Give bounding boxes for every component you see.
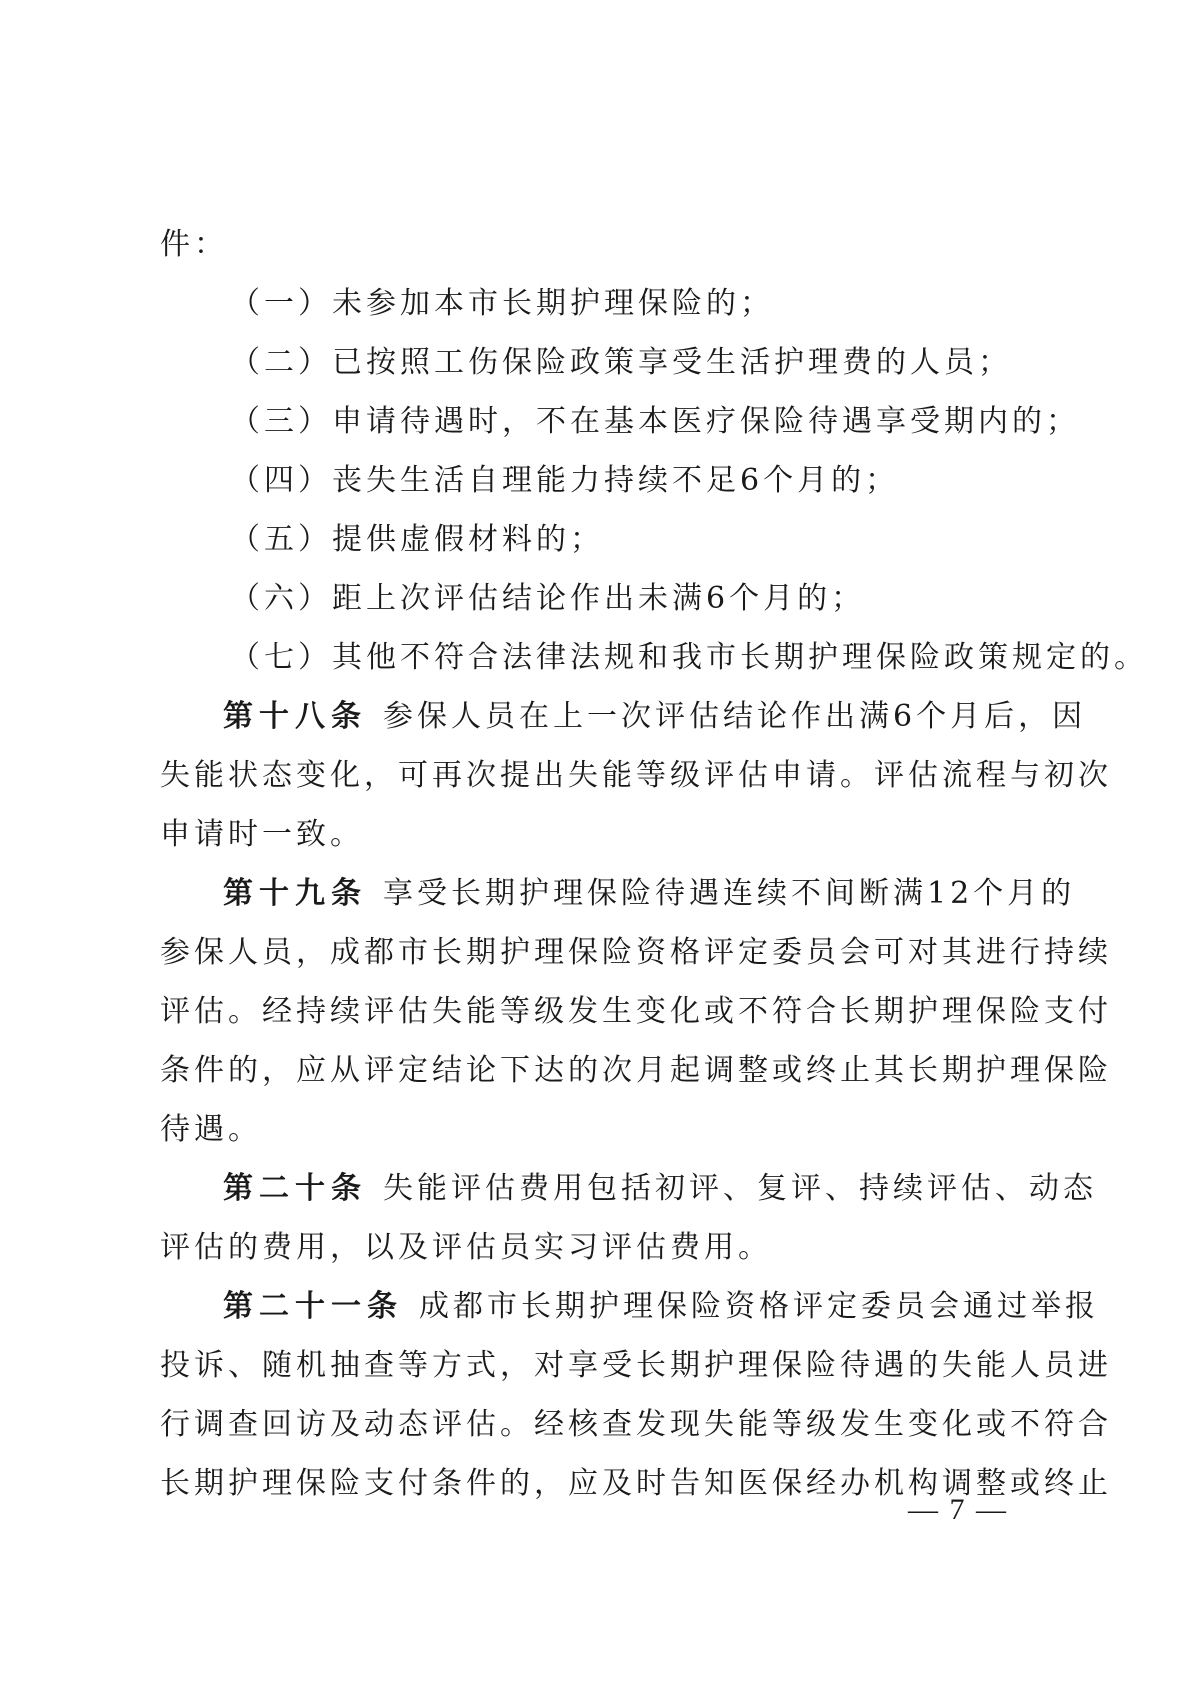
list-marker: （三） (230, 404, 332, 439)
article-text: 参保人员在上一次评估结论作出满6个月后，因 (383, 699, 1087, 734)
list-item-text: 未参加本市长期护理保险的； (332, 286, 774, 321)
list-item (160, 392, 1080, 451)
list-item-text: 距上次评估结论作出未满6个月的； (332, 581, 866, 616)
article-text: 成都市长期护理保险资格评定委员会通过举报 (419, 1289, 1099, 1324)
article-text: 失能评估费用包括初评、复评、持续评估、动态 (383, 1171, 1097, 1206)
article-text: 享受长期护理保险待遇连续不间断满12个月的 (383, 876, 1076, 911)
list-item-text: 其他不符合法律法规和我市长期护理保险政策规定的。 (332, 640, 1148, 675)
article-19-line: 评估。经持续评估失能等级发生变化或不符合长期护理保险支付 (160, 994, 1112, 1029)
list-item-text: 申请待遇时，不在基本医疗保险待遇享受期内的； (332, 404, 1080, 439)
article-21-line: 投诉、随机抽查等方式，对享受长期护理保险待遇的失能人员进 (160, 1348, 1112, 1383)
article-19-line: 条件的，应从评定结论下达的次月起调整或终止其长期护理保险 (160, 1053, 1112, 1088)
list-item (160, 333, 1040, 392)
article-heading: 第二十一条 (223, 1289, 403, 1324)
article-21-line: 长期护理保险支付条件的，应及时告知医保经办机构调整或终止 (160, 1466, 1112, 1501)
article-19-line: 待遇。 (160, 1112, 262, 1147)
article-18-line: 申请时一致。 (160, 817, 364, 852)
list-marker: （一） (230, 286, 332, 321)
page-number: — 7 — (908, 1493, 1008, 1526)
continuation-line: 件： (160, 227, 228, 262)
document-body (160, 215, 1148, 1513)
article-18-line: 失能状态变化，可再次提出失能等级评估申请。评估流程与初次 (160, 758, 1112, 793)
list-item-text: 已按照工伤保险政策享受生活护理费的人员； (332, 345, 1012, 380)
list-item (160, 274, 1040, 333)
article-20-line (160, 1159, 1097, 1218)
list-marker: （四） (230, 463, 332, 498)
article-heading: 第二十条 (223, 1171, 367, 1206)
list-marker: （二） (230, 345, 332, 380)
article-heading: 第十八条 (223, 699, 367, 734)
list-item (160, 628, 1148, 687)
list-marker: （七） (230, 640, 332, 675)
list-item-text: 丧失生活自理能力持续不足6个月的； (332, 463, 900, 498)
list-item (160, 451, 1040, 510)
list-marker: （六） (230, 581, 332, 616)
article-18-line (160, 687, 1087, 746)
list-item (160, 510, 1040, 569)
article-19-line: 参保人员，成都市长期护理保险资格评定委员会可对其进行持续 (160, 935, 1112, 970)
list-item-text: 提供虚假材料的； (332, 522, 604, 557)
article-21-line: 行调查回访及动态评估。经核查发现失能等级发生变化或不符合 (160, 1407, 1112, 1442)
list-item (160, 569, 1040, 628)
article-20-line: 评估的费用，以及评估员实习评估费用。 (160, 1230, 772, 1265)
article-heading: 第十九条 (223, 876, 367, 911)
article-19-line (160, 864, 1076, 923)
list-marker: （五） (230, 522, 332, 557)
article-21-line (160, 1277, 1099, 1336)
